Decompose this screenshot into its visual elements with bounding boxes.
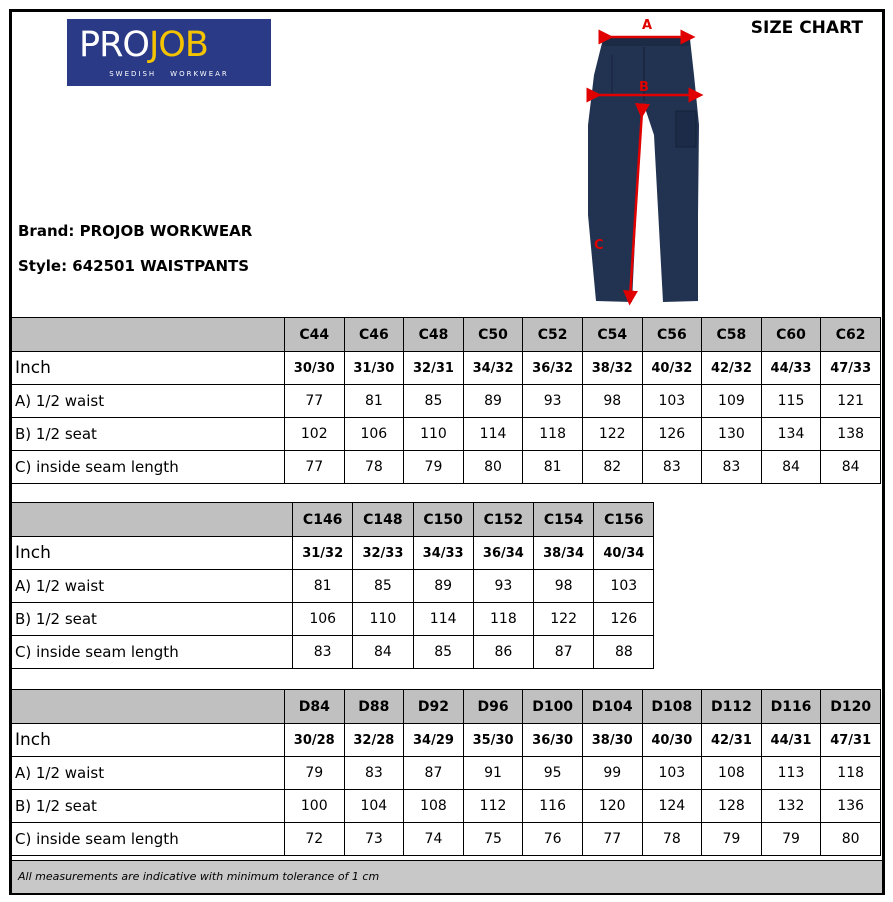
value-cell: 86	[473, 636, 533, 669]
empty-cell	[654, 636, 711, 669]
empty-cell	[711, 503, 768, 537]
value-cell: 77	[284, 451, 344, 484]
size-header-cell: D96	[463, 690, 523, 724]
value-cell: 36/34	[473, 537, 533, 570]
value-cell: 85	[353, 570, 413, 603]
value-cell: 47/33	[821, 352, 881, 385]
empty-cell	[654, 537, 711, 570]
value-cell: 106	[293, 603, 353, 636]
value-cell: 104	[344, 790, 404, 823]
value-cell: 98	[582, 385, 642, 418]
size-header-cell: C150	[413, 503, 473, 537]
value-cell: 47/31	[821, 724, 881, 757]
value-cell: 32/31	[404, 352, 464, 385]
value-cell: 138	[821, 418, 881, 451]
empty-cell	[767, 503, 824, 537]
value-cell: 120	[582, 790, 642, 823]
value-cell: 32/33	[353, 537, 413, 570]
value-cell: 99	[582, 757, 642, 790]
value-cell: 74	[404, 823, 464, 856]
measurement-row	[12, 418, 881, 451]
value-cell: 100	[284, 790, 344, 823]
projob-logo	[67, 19, 271, 86]
size-header-cell: C146	[293, 503, 353, 537]
empty-cell	[824, 537, 881, 570]
footer-text: All measurements are indicative with minimum tolerance of 1 cm	[18, 870, 380, 883]
value-cell: 98	[534, 570, 594, 603]
value-cell: 93	[523, 385, 583, 418]
value-cell: 115	[761, 385, 821, 418]
row-label	[12, 318, 285, 352]
empty-cell	[654, 603, 711, 636]
empty-cell	[767, 570, 824, 603]
size-header-cell: D112	[702, 690, 762, 724]
value-cell: 118	[523, 418, 583, 451]
value-cell: 40/30	[642, 724, 702, 757]
size-header-cell: D92	[404, 690, 464, 724]
value-cell: 118	[473, 603, 533, 636]
value-cell: 31/30	[344, 352, 404, 385]
value-cell: 36/32	[523, 352, 583, 385]
value-cell: 89	[463, 385, 523, 418]
empty-cell	[711, 636, 768, 669]
value-cell: 75	[463, 823, 523, 856]
inch-row	[12, 724, 881, 757]
row-label: A) 1/2 waist	[12, 570, 293, 603]
size-header-row	[12, 690, 881, 724]
value-cell: 106	[344, 418, 404, 451]
value-cell: 112	[463, 790, 523, 823]
row-label: B) 1/2 seat	[12, 603, 293, 636]
size-table-c-regular	[11, 317, 881, 484]
value-cell: 85	[413, 636, 473, 669]
value-cell: 134	[761, 418, 821, 451]
value-cell: 87	[404, 757, 464, 790]
size-header-cell: C148	[353, 503, 413, 537]
value-cell: 82	[582, 451, 642, 484]
logo-tag-workwear: WORKWEAR	[170, 70, 229, 78]
value-cell: 110	[404, 418, 464, 451]
empty-cell	[767, 636, 824, 669]
size-header-cell: C56	[642, 318, 702, 352]
value-cell: 76	[523, 823, 583, 856]
value-cell: 40/34	[594, 537, 654, 570]
value-cell: 38/30	[582, 724, 642, 757]
value-cell: 83	[293, 636, 353, 669]
value-cell: 36/30	[523, 724, 583, 757]
value-cell: 108	[702, 757, 762, 790]
measurement-row	[12, 451, 881, 484]
size-header-cell: C154	[534, 503, 594, 537]
logo-wordmark	[79, 25, 208, 65]
value-cell: 95	[523, 757, 583, 790]
value-cell: 84	[821, 451, 881, 484]
row-label: A) 1/2 waist	[12, 385, 285, 418]
value-cell: 38/32	[582, 352, 642, 385]
value-cell: 34/29	[404, 724, 464, 757]
value-cell: 114	[463, 418, 523, 451]
value-cell: 81	[344, 385, 404, 418]
row-label: B) 1/2 seat	[12, 418, 285, 451]
value-cell: 116	[523, 790, 583, 823]
size-header-cell: D88	[344, 690, 404, 724]
size-header-row	[12, 503, 881, 537]
value-cell: 103	[642, 385, 702, 418]
value-cell: 128	[702, 790, 762, 823]
size-header-cell: C48	[404, 318, 464, 352]
logo-tag-swedish: SWEDISH	[109, 70, 157, 78]
empty-cell	[824, 603, 881, 636]
value-cell: 77	[284, 385, 344, 418]
row-label: B) 1/2 seat	[12, 790, 285, 823]
row-label	[12, 690, 285, 724]
value-cell: 77	[582, 823, 642, 856]
value-cell: 83	[702, 451, 762, 484]
value-cell: 34/32	[463, 352, 523, 385]
size-header-cell: C50	[463, 318, 523, 352]
measurement-row	[12, 570, 881, 603]
empty-cell	[824, 570, 881, 603]
value-cell: 85	[404, 385, 464, 418]
value-cell: 110	[353, 603, 413, 636]
value-cell: 42/32	[702, 352, 762, 385]
value-cell: 126	[642, 418, 702, 451]
value-cell: 44/31	[761, 724, 821, 757]
size-header-cell: C52	[523, 318, 583, 352]
value-cell: 83	[642, 451, 702, 484]
value-cell: 89	[413, 570, 473, 603]
size-table-c-long	[11, 502, 881, 669]
value-cell: 102	[284, 418, 344, 451]
empty-cell	[654, 503, 711, 537]
size-header-cell: D84	[284, 690, 344, 724]
size-header-cell: C58	[702, 318, 762, 352]
size-header-cell: C44	[284, 318, 344, 352]
measurement-row	[12, 603, 881, 636]
value-cell: 32/28	[344, 724, 404, 757]
size-header-cell: C152	[473, 503, 533, 537]
brand-line: Brand: PROJOB WORKWEAR	[18, 222, 253, 240]
value-cell: 122	[534, 603, 594, 636]
row-label: C) inside seam length	[12, 451, 285, 484]
label-c: C	[594, 238, 604, 253]
size-header-cell: D116	[761, 690, 821, 724]
value-cell: 136	[821, 790, 881, 823]
empty-cell	[711, 603, 768, 636]
row-label: Inch	[12, 537, 293, 570]
label-a: A	[642, 18, 653, 33]
size-header-cell: C54	[582, 318, 642, 352]
inch-row	[12, 537, 881, 570]
row-label: C) inside seam length	[12, 823, 285, 856]
empty-cell	[824, 503, 881, 537]
value-cell: 42/31	[702, 724, 762, 757]
value-cell: 78	[344, 451, 404, 484]
page-title: SIZE CHART	[750, 18, 863, 38]
value-cell: 81	[523, 451, 583, 484]
empty-cell	[824, 636, 881, 669]
value-cell: 109	[702, 385, 762, 418]
value-cell: 79	[404, 451, 464, 484]
row-label: C) inside seam length	[12, 636, 293, 669]
size-chart-document	[9, 9, 885, 895]
measurement-row	[12, 823, 881, 856]
value-cell: 78	[642, 823, 702, 856]
value-cell: 114	[413, 603, 473, 636]
empty-cell	[654, 570, 711, 603]
value-cell: 126	[594, 603, 654, 636]
value-cell: 79	[761, 823, 821, 856]
value-cell: 79	[702, 823, 762, 856]
value-cell: 30/30	[284, 352, 344, 385]
size-table-d-short	[11, 689, 881, 856]
value-cell: 30/28	[284, 724, 344, 757]
pants-measurement-diagram	[572, 15, 712, 311]
empty-cell	[711, 537, 768, 570]
value-cell: 121	[821, 385, 881, 418]
size-header-cell: C60	[761, 318, 821, 352]
value-cell: 103	[594, 570, 654, 603]
value-cell: 38/34	[534, 537, 594, 570]
row-label: A) 1/2 waist	[12, 757, 285, 790]
measurement-row	[12, 636, 881, 669]
value-cell: 91	[463, 757, 523, 790]
row-label	[12, 503, 293, 537]
value-cell: 118	[821, 757, 881, 790]
value-cell: 93	[473, 570, 533, 603]
measurement-row	[12, 790, 881, 823]
style-line: Style: 642501 WAISTPANTS	[18, 257, 250, 275]
inch-row	[12, 352, 881, 385]
logo-pro: PRO	[79, 25, 149, 65]
row-label: Inch	[12, 352, 285, 385]
value-cell: 80	[463, 451, 523, 484]
logo-tagline	[67, 70, 271, 78]
value-cell: 40/32	[642, 352, 702, 385]
value-cell: 88	[594, 636, 654, 669]
size-header-cell: D100	[523, 690, 583, 724]
size-header-cell: D104	[582, 690, 642, 724]
measurement-row	[12, 385, 881, 418]
value-cell: 35/30	[463, 724, 523, 757]
value-cell: 122	[582, 418, 642, 451]
value-cell: 130	[702, 418, 762, 451]
value-cell: 80	[821, 823, 881, 856]
size-header-cell: D120	[821, 690, 881, 724]
value-cell: 79	[284, 757, 344, 790]
pants-illustration	[588, 37, 699, 302]
value-cell: 34/33	[413, 537, 473, 570]
value-cell: 132	[761, 790, 821, 823]
empty-cell	[767, 537, 824, 570]
value-cell: 44/33	[761, 352, 821, 385]
size-header-cell: D108	[642, 690, 702, 724]
measurement-row	[12, 757, 881, 790]
row-label: Inch	[12, 724, 285, 757]
empty-cell	[767, 603, 824, 636]
value-cell: 103	[642, 757, 702, 790]
size-header-cell: C62	[821, 318, 881, 352]
value-cell: 108	[404, 790, 464, 823]
empty-cell	[711, 570, 768, 603]
value-cell: 83	[344, 757, 404, 790]
value-cell: 124	[642, 790, 702, 823]
value-cell: 84	[761, 451, 821, 484]
value-cell: 87	[534, 636, 594, 669]
size-header-cell: C46	[344, 318, 404, 352]
footer-note	[12, 860, 882, 893]
logo-job: JOB	[148, 25, 208, 65]
value-cell: 81	[293, 570, 353, 603]
size-header-cell: C156	[594, 503, 654, 537]
value-cell: 73	[344, 823, 404, 856]
label-b: B	[639, 80, 649, 95]
value-cell: 31/32	[293, 537, 353, 570]
value-cell: 72	[284, 823, 344, 856]
value-cell: 84	[353, 636, 413, 669]
value-cell: 113	[761, 757, 821, 790]
size-header-row	[12, 318, 881, 352]
